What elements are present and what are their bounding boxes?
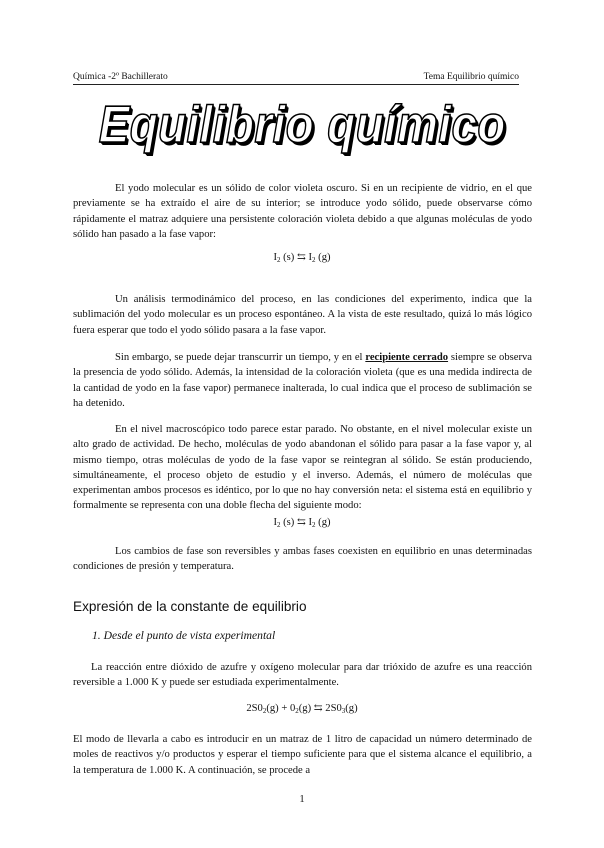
- equation-iodine-2: $I_2$ (s) ⇆ $I_2$ (g): [273, 517, 331, 529]
- title-container: [0, 96, 604, 154]
- page-number: 1: [299, 794, 305, 805]
- document-title: Equilibrio químico: [98, 96, 506, 154]
- highlight-recipiente-cerrado: recipiente cerrado: [365, 352, 449, 363]
- header-right: Tema Equilibrio químico: [423, 72, 519, 82]
- section-heading: Expresión de la constante de equilibrio: [73, 599, 307, 614]
- paragraph-reaction: La reacción entre dióxido de azufre y oxígeno molecular para dar trióxido de azufre es una reacción reversible a 1.000 K y puede ser estudiada experimentalmente.: [73, 662, 532, 689]
- paragraph-molecular-level: En el nivel macroscópico todo parece estar parado. No obstante, en el nivel molecular existe un alto grado de actividad. De hecho, moléculas de yodo abandonan el sólido para pasar a la fase vapor y, al mismo tiempo, otras moléculas de yodo de la fase vapor se reintegran al sólido. Se están produciendo, simultáneamente, el proceso objeto de estudio y el inverso. Además, el número de moléculas que experimentan ambos procesos es idéntico, por lo que no hay conversión neta: el sistema está en equilibrio y formalmente se representa con una doble flecha del siguiente modo:: [73, 424, 532, 512]
- paragraph-closed-vessel: Sin embargo, se puede dejar transcurrir un tiempo, y en el recipiente cerrado siempre se observa la presencia de yodo sólido. Además, la intensidad de la coloración violeta (que es una medida indirecta de la cantidad de yodo en la fase vapor) permanece inalterada, lo cual indica que el proceso de sublimación se ha detenido.: [73, 352, 532, 409]
- header-left: Química -2º Bachillerato: [73, 72, 168, 82]
- paragraph-phase-changes: Los cambios de fase son reversibles y ambas fases coexisten en equilibrio en unas determinadas condiciones de presión y temperatura.: [73, 546, 532, 573]
- paragraph-intro: El yodo molecular es un sólido de color violeta oscuro. Si en un recipiente de vidrio, en el que previamente se ha extraído el aire de su interior; se introduce yodo sólido, puede observarse cómo rápidamente el matraz adquiere una persistente coloración violeta debido a que algunas moléculas de yodo sólido han pasado a la fase vapor:: [73, 183, 532, 240]
- equation-iodine-1: $I_2$ (s) ⇆ $I_2$ (g): [273, 252, 331, 264]
- equation-sulfur: $2S0_2(g) + 0_2(g)$ ⇆ $2S0_3(g)$: [246, 703, 358, 715]
- paragraph-thermodynamic: Un análisis termodinámico del proceso, en las condiciones del experimento, indica que la sublimación del yodo molecular es un proceso espontáneo. A la vista de este resultado, quizá lo más lógico fuera esperar que todo el yodo sólido pasara a la fase vapor.: [73, 294, 532, 336]
- paragraph-method: El modo de llevarla a cabo es introducir en un matraz de 1 litro de capacidad un número determinado de moles de reactivos y/o productos y esperar el tiempo suficiente para que el sistema alcance el equilibrio, a la temperatura de 1.000 K. A continuación, se procede a: [73, 734, 532, 776]
- subsection-heading: 1. Desde el punto de vista experimental: [92, 629, 276, 642]
- page-header: [73, 72, 519, 85]
